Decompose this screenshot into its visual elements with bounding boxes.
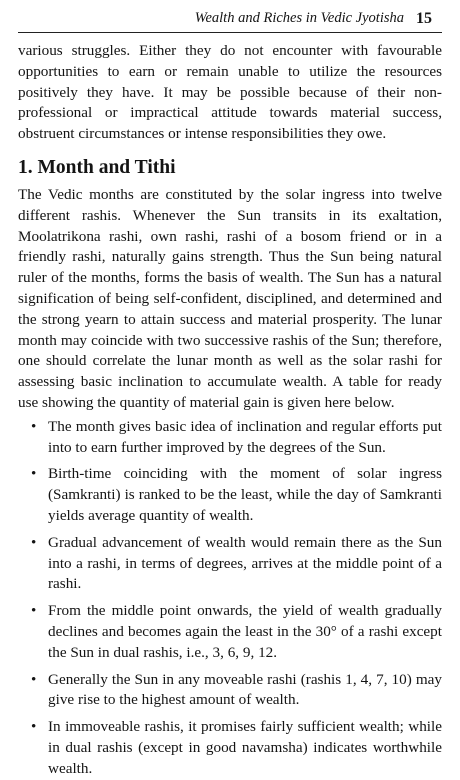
intro-paragraph: various struggles. Either they do not encounter with favourable opportunities to earn or remain unable to utilize the resources positively they have. It may be possible because of their non-professional or impractical attitude towards material success, obstruent circumstances or intense responsibilities they owe. — [18, 42, 442, 143]
section-paragraph: The Vedic months are constituted by the solar ingress into twelve different rashis. Whenever the Sun transits in its exaltation, Moolatrikona rashi, own rashi, rashi of a bosom friend or in a friendly rashi, naturally gains strength. Thus the Sun being natural ruler of the months, forms the basis of wealth. The Sun has a natural signification of being self-confident, disciplined, and determined and the strong yearn to attain success and material prosperity. The lunar month may coincide with two successive rashis of the Sun; therefore, one should correlate the lunar month as well as the solar rashi for assessing basic inclination to accumulate wealth. A table for ready use showing the quantity of material gain is given here below. — [18, 185, 442, 411]
section-heading: 1. Month and Tithi — [18, 156, 176, 178]
list-item — [18, 464, 442, 526]
list-item-text: Birth-time coinciding with the moment of solar ingress (Samkranti) is ranked to be the least, while the day of Samkranti yields average quantity of wealth. — [48, 465, 442, 524]
list-item-text: In immoveable rashis, it promises fairly sufficient wealth; while in dual rashis (except in good navamsha) indicates worthwhile wealth. — [48, 718, 442, 777]
list-item — [18, 670, 442, 712]
bullet-icon: • — [31, 417, 37, 435]
running-title: Wealth and Riches in Vedic Jyotisha — [194, 10, 404, 26]
bullet-icon: • — [31, 718, 37, 736]
list-item — [18, 533, 442, 595]
bullet-list — [18, 417, 442, 780]
page-number: 15 — [416, 10, 432, 27]
bullet-icon: • — [31, 465, 37, 483]
bullet-icon: • — [31, 670, 37, 688]
list-item-text: From the middle point onwards, the yield of wealth gradually declines and becomes again the least in the 30° of a rashi except the Sun in dual rashis, i.e., 3, 6, 9, 12. — [48, 602, 442, 661]
list-item-text: The month gives basic idea of inclination and regular efforts put into to earn further improved by the degrees of the Sun. — [48, 417, 442, 456]
list-item — [18, 717, 442, 779]
bullet-icon: • — [31, 602, 37, 620]
running-header — [18, 0, 442, 33]
list-item — [18, 417, 442, 459]
list-item — [18, 601, 442, 663]
list-item-text: Generally the Sun in any moveable rashi (rashis 1, 4, 7, 10) may give rise to the highest amount of wealth. — [48, 670, 442, 709]
list-item-text: Gradual advancement of wealth would remain there as the Sun into a rashi, in terms of degrees, arrives at the middle point of a rashi. — [48, 533, 442, 593]
bullet-icon: • — [31, 533, 37, 551]
